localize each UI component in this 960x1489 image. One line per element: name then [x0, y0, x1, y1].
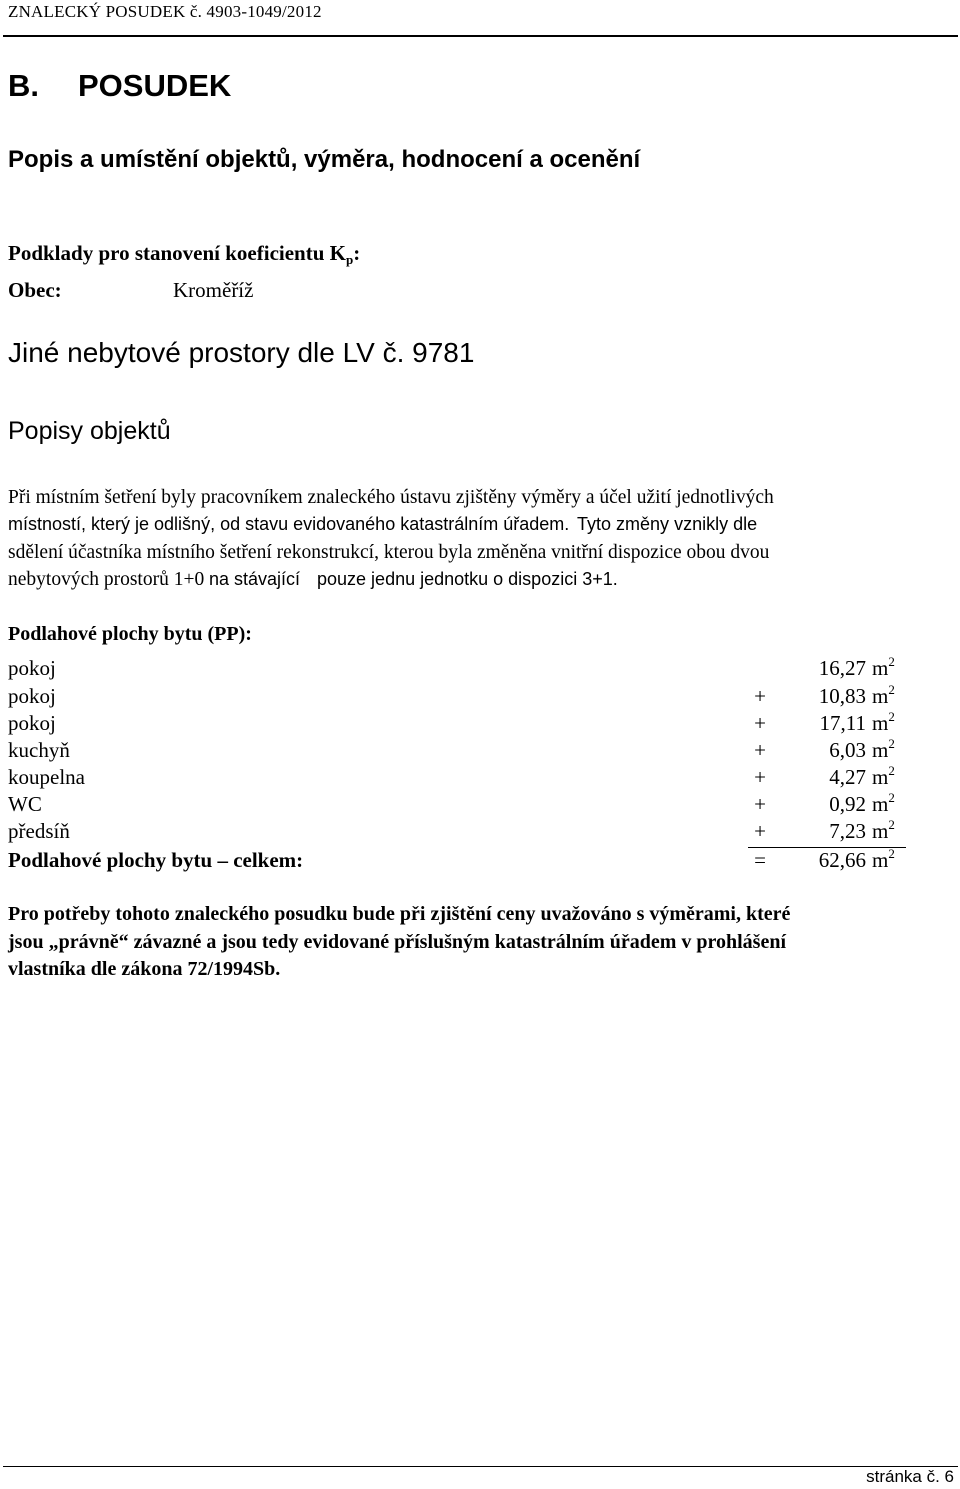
area-value: 16,27: [818, 656, 866, 680]
section-letter: B.: [8, 68, 39, 103]
operator: +: [754, 792, 766, 816]
kp-label-colon: :: [353, 241, 361, 265]
unit-base: m: [872, 656, 889, 680]
description-line-4-part-a: nebytových prostorů 1+0: [8, 569, 205, 590]
area-value: 4,27: [829, 765, 866, 789]
area-unit: [872, 684, 895, 709]
floor-areas-title: Podlahové plochy bytu (PP):: [8, 623, 252, 645]
unit-exponent: 2: [888, 846, 895, 861]
operator: +: [754, 765, 766, 789]
unit-exponent: 2: [888, 709, 895, 724]
room-name: kuchyň: [8, 738, 70, 762]
note-line-1: Pro potřeby tohoto znaleckého posudku bude při zjištění ceny uvažováno s výměrami, které: [8, 903, 791, 925]
section-heading: [8, 68, 231, 104]
description-line-1: Při místním šetření byly pracovníkem znaleckého ústavu zjištěny výměry a účel užití jednotlivých: [8, 487, 774, 508]
unit-exponent: 2: [888, 817, 895, 832]
description-line-4-part-c: pouze jednu jednotku o dispozici 3+1.: [317, 569, 618, 589]
room-name: pokoj: [8, 684, 56, 708]
area-unit: [872, 711, 895, 736]
operator: =: [754, 848, 766, 872]
document-header-title: ZNALECKÝ POSUDEK č. 4903-1049/2012: [8, 2, 322, 21]
area-unit: [872, 738, 895, 763]
room-name: předsíň: [8, 819, 70, 843]
unit-exponent: 2: [888, 790, 895, 805]
area-value: 17,11: [819, 711, 866, 735]
unit-base: m: [872, 848, 889, 872]
description-line-2-part-a: místností, který je odlišný, od stavu evidovaného katastrálním úřadem.: [8, 514, 570, 534]
note-line-2: jsou „právně“ závazné a jsou tedy evidované příslušným katastrálním úřadem v prohlášení: [8, 931, 787, 953]
description-line-4-part-b: na stávající: [208, 569, 301, 589]
unit-base: m: [872, 684, 889, 708]
subsection-heading: Popis a umístění objektů, výměra, hodnocení a ocenění: [8, 146, 641, 173]
unit-exponent: 2: [888, 682, 895, 697]
municipality-value: Kroměříž: [173, 278, 254, 302]
room-name: WC: [8, 792, 42, 816]
area-value: 0,92: [829, 792, 866, 816]
floor-area-row: [0, 711, 960, 738]
kp-label: [8, 241, 360, 268]
header-divider: [3, 35, 958, 37]
area-value: 6,03: [829, 738, 866, 762]
unit-base: m: [872, 765, 889, 789]
area-unit: [872, 819, 895, 844]
page-number: stránka č. 6: [866, 1467, 954, 1486]
unit-base: m: [872, 792, 889, 816]
floor-area-row: [0, 765, 960, 792]
area-unit: [872, 792, 895, 817]
operator: +: [754, 711, 766, 735]
floor-area-total-row: [0, 848, 960, 875]
unit-exponent: 2: [888, 736, 895, 751]
area-value: 10,83: [818, 684, 866, 708]
floor-area-row: [0, 684, 960, 711]
description-line-2-part-b: Tyto změny vznikly dle: [577, 514, 758, 534]
kp-label-text: Podklady pro stanovení koeficientu K: [8, 241, 346, 265]
room-name: pokoj: [8, 711, 56, 735]
total-label: Podlahové plochy bytu – celkem:: [8, 848, 304, 872]
total-value: 62,66: [818, 848, 866, 872]
kp-label-subscript: p: [346, 252, 354, 267]
area-unit: [872, 765, 895, 790]
section-title: POSUDEK: [78, 68, 232, 103]
operator: +: [754, 684, 766, 708]
room-name: koupelna: [8, 765, 85, 789]
unit-exponent: 2: [888, 654, 895, 669]
note-line-3: vlastníka dle zákona 72/1994Sb.: [8, 958, 281, 980]
floor-area-row: [0, 738, 960, 765]
unit-base: m: [872, 819, 889, 843]
area-unit: [872, 656, 895, 681]
unit-base: m: [872, 738, 889, 762]
floor-area-row: [0, 819, 960, 846]
room-name: pokoj: [8, 656, 56, 680]
area-unit: [872, 848, 895, 873]
objects-heading: Popisy objektů: [8, 417, 171, 445]
unit-exponent: 2: [888, 763, 895, 778]
description-line-3: sdělení účastníka místního šetření rekonstrukcí, kterou byla změněna vnitřní dispozice obou dvou: [8, 542, 770, 563]
floor-area-row: [0, 792, 960, 819]
unit-base: m: [872, 711, 889, 735]
area-value: 7,23: [829, 819, 866, 843]
property-heading: Jiné nebytové prostory dle LV č. 9781: [8, 337, 475, 368]
footer-divider: [3, 1466, 958, 1467]
municipality-label: Obec:: [8, 278, 62, 302]
description-line-2: [8, 514, 757, 536]
operator: +: [754, 819, 766, 843]
floor-area-row: [0, 656, 960, 683]
description-line-4: [8, 569, 618, 591]
operator: +: [754, 738, 766, 762]
